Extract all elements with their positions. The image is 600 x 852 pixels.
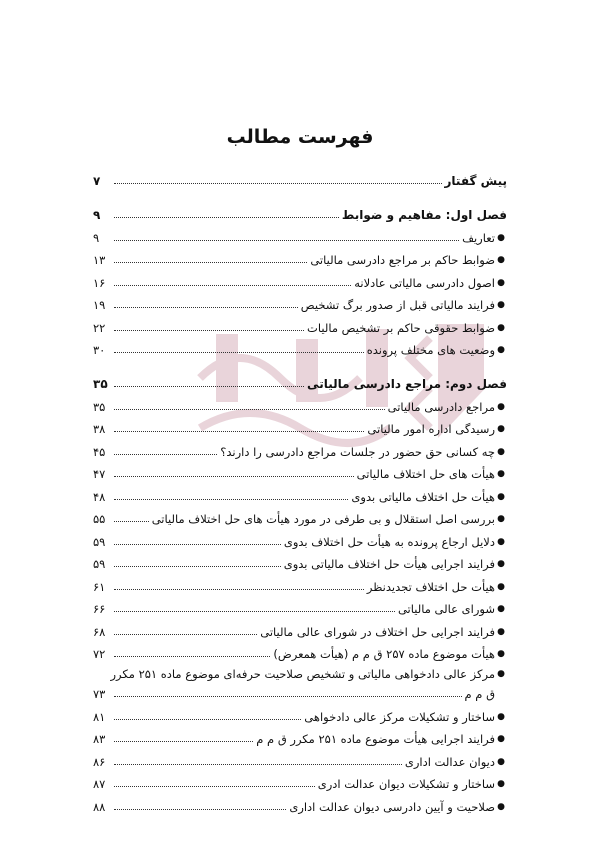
bullet-icon: ●: [497, 756, 505, 767]
toc-entry-title-continued: ق م م: [464, 687, 495, 701]
toc-entry-title: اصول دادرسی مالیاتی عادلانه: [354, 275, 495, 290]
toc-entry: [93, 414, 507, 437]
toc-page-number: ۸۶: [93, 754, 106, 769]
toc-entry-title: چه کسانی حق حضور در جلسات مراجع دادرسی را دارند؟: [220, 444, 495, 459]
dot-leader: [114, 431, 364, 432]
dot-leader: [114, 307, 298, 308]
toc-entry-continuation: [93, 681, 507, 701]
toc-page-number: ۶۸: [93, 624, 106, 639]
toc-entry-title: هیأت موضوع ماده ۲۵۷ ق م م (هیأت همعرض): [273, 647, 495, 661]
dot-leader: [114, 183, 442, 184]
toc-entry-title: هیأت حل اختلاف تجدیدنظر: [366, 579, 495, 594]
toc-chapter-heading: [93, 162, 507, 188]
toc-entry: [93, 746, 507, 769]
toc-page-number: ۹: [93, 208, 101, 222]
dot-leader: [114, 764, 402, 765]
dot-leader: [114, 330, 304, 331]
dot-leader: [114, 454, 217, 455]
bullet-icon: ●: [497, 779, 505, 789]
toc-entry-title: مرکز عالی دادخواهی مالیاتی و تشخیص صلاحیت حرفه‌ای موضوع ماده ۲۵۱ مکرر: [110, 667, 495, 681]
toc-entry-title: رسیدگی اداره امور مالیاتی: [367, 422, 495, 436]
toc-entry-title: ضوابط حاکم بر مراجع دادرسی مالیاتی: [310, 253, 495, 267]
dot-leader: [114, 634, 257, 635]
toc-entry: [93, 526, 507, 549]
toc-entry-title: فرایند مالیاتی قبل از صدور برگ تشخیص: [300, 298, 495, 312]
bullet-icon: ●: [497, 491, 505, 502]
toc-entry-title: فصل اول: مفاهیم و ضوابط: [341, 208, 507, 222]
toc-entry: [93, 769, 507, 792]
dot-leader: [114, 589, 364, 590]
toc-entry-title: هیأت های حل اختلاف مالیاتی: [356, 467, 495, 481]
toc-page-number: ۸۳: [93, 732, 106, 746]
toc-entry: [93, 639, 507, 662]
toc-page-number: ۸۱: [93, 709, 106, 724]
toc-entry: [93, 724, 507, 747]
toc-entry: [93, 436, 507, 459]
section-gap: [93, 357, 507, 365]
bullet-icon: ●: [497, 446, 505, 457]
toc-entry-title: فرایند اجرایی هیأت موضوع ماده ۲۵۱ مکرر ق م م: [256, 732, 495, 746]
toc-entry-title: مراجع دادرسی مالیاتی: [387, 399, 495, 414]
toc-entry-title: دلایل ارجاع پرونده به هیأت حل اختلاف بدوی: [283, 534, 495, 549]
section-gap: [93, 188, 507, 196]
toc-entry: [93, 571, 507, 594]
dot-leader: [114, 544, 281, 545]
bullet-icon: ●: [497, 711, 505, 722]
dot-leader: [114, 499, 348, 500]
bullet-icon: ●: [497, 559, 505, 569]
dot-leader: [114, 566, 281, 567]
bullet-icon: ●: [497, 536, 505, 547]
bullet-icon: ●: [497, 300, 505, 310]
toc-page-number: ۴۷: [93, 467, 106, 481]
bullet-icon: ●: [497, 581, 505, 592]
toc-page-number: ۶۱: [93, 579, 106, 594]
toc-page-number: ۱۳: [93, 253, 106, 267]
toc-page-number: ۵۵: [93, 512, 106, 526]
dot-leader: [114, 352, 364, 353]
toc-entry-title: بررسی اصل استقلال و بی طرفی در مورد هیأت های حل اختلاف مالیاتی: [151, 512, 495, 526]
toc-entry: [93, 222, 507, 245]
toc-entry: [93, 312, 507, 335]
dot-leader: [114, 809, 286, 810]
bullet-icon: ●: [497, 801, 505, 812]
toc-entry: [93, 616, 507, 639]
bullet-icon: ●: [497, 626, 505, 637]
toc-entry-title: وضعیت های مختلف پرونده: [366, 343, 495, 357]
bullet-icon: ●: [497, 277, 505, 288]
toc-entry: [93, 481, 507, 504]
toc-page-number: ۵۹: [93, 534, 106, 549]
dot-leader: [114, 719, 301, 720]
toc-entry-title: فرایند اجرایی حل اختلاف در شورای عالی مالیاتی: [260, 624, 495, 639]
toc-page-number: ۲۲: [93, 320, 106, 335]
toc-page-number: ۸۸: [93, 799, 106, 814]
toc-page-number: ۵۹: [93, 557, 106, 571]
dot-leader: [114, 217, 339, 218]
bullet-icon: ●: [497, 424, 505, 434]
toc-entry-title: پیش گفتار: [444, 174, 507, 188]
dot-leader: [114, 409, 385, 410]
table-of-contents: [93, 162, 507, 814]
toc-entry: [93, 459, 507, 482]
bullet-icon: ●: [497, 604, 505, 614]
bullet-icon: ●: [497, 649, 505, 659]
toc-entry: [93, 391, 507, 414]
bullet-icon: ●: [497, 345, 505, 355]
bullet-icon: ●: [497, 322, 505, 333]
toc-entry: [93, 245, 507, 268]
toc-entry: [93, 290, 507, 313]
bullet-icon: ●: [497, 255, 505, 265]
dot-leader: [114, 521, 149, 522]
toc-page-number: ۸۷: [93, 777, 106, 791]
toc-entry: [93, 267, 507, 290]
dot-leader: [114, 786, 315, 787]
toc-entry: [93, 504, 507, 527]
dot-leader: [114, 476, 354, 477]
dot-leader: [114, 386, 304, 387]
toc-page-number: ۳۰: [93, 343, 106, 357]
dot-leader: [114, 741, 253, 742]
bullet-icon: ●: [497, 232, 505, 243]
toc-entry-title: هیأت حل اختلاف مالیاتی بدوی: [351, 489, 495, 504]
dot-leader: [114, 696, 462, 697]
toc-page-number: ۳۵: [93, 377, 108, 391]
toc-page-number: ۴۸: [93, 489, 106, 504]
page-title: فهرست مطالب: [226, 126, 374, 148]
bullet-icon: ●: [497, 669, 505, 679]
dot-leader: [114, 611, 395, 612]
dot-leader: [114, 656, 270, 657]
toc-page-number: ۷: [93, 174, 101, 188]
toc-page-number: ۳۵: [93, 399, 106, 414]
toc-entry-title: فرایند اجرایی هیأت حل اختلاف مالیاتی بدوی: [283, 557, 495, 571]
toc-chapter-heading: [93, 365, 507, 391]
dot-leader: [114, 240, 459, 241]
bullet-icon: ●: [497, 469, 505, 479]
toc-entry-title: ساختار و تشکیلات مرکز عالی دادخواهی: [304, 709, 495, 724]
toc-page-number: ۷۲: [93, 647, 106, 661]
dot-leader: [114, 262, 307, 263]
toc-entry-title: فصل دوم: مراجع دادرسی مالیاتی: [307, 377, 507, 391]
toc-entry: [93, 791, 507, 814]
toc-page-number: ۶۶: [93, 602, 106, 616]
toc-entry-title: تعاریف: [462, 230, 495, 245]
toc-page-number: ۷۳: [93, 687, 106, 701]
toc-entry-title: شورای عالی مالیاتی: [397, 602, 495, 616]
toc-entry-title: ضوابط حقوقی حاکم بر تشخیص مالیات: [307, 320, 495, 335]
toc-entry: [93, 335, 507, 358]
bullet-icon: ●: [497, 401, 505, 412]
toc-entry: [93, 549, 507, 572]
toc-entry: [93, 594, 507, 617]
bullet-icon: ●: [497, 734, 505, 744]
toc-page-number: ۹: [93, 230, 100, 245]
toc-page-number: ۱۶: [93, 275, 106, 290]
toc-entry-title: ساختار و تشکیلات دیوان عدالت ادری: [317, 777, 495, 791]
toc-entry: [93, 661, 507, 681]
toc-page-number: ۳۸: [93, 422, 106, 436]
toc-page-number: ۱۹: [93, 298, 106, 312]
dot-leader: [114, 285, 351, 286]
toc-chapter-heading: [93, 196, 507, 222]
bullet-icon: ●: [497, 514, 505, 524]
toc-entry-title: صلاحیت و آیین دادرسی دیوان عدالت اداری: [289, 799, 495, 814]
toc-entry: [93, 701, 507, 724]
toc-page-number: ۴۵: [93, 444, 106, 459]
toc-entry-title: دیوان عدالت اداری: [404, 754, 495, 769]
